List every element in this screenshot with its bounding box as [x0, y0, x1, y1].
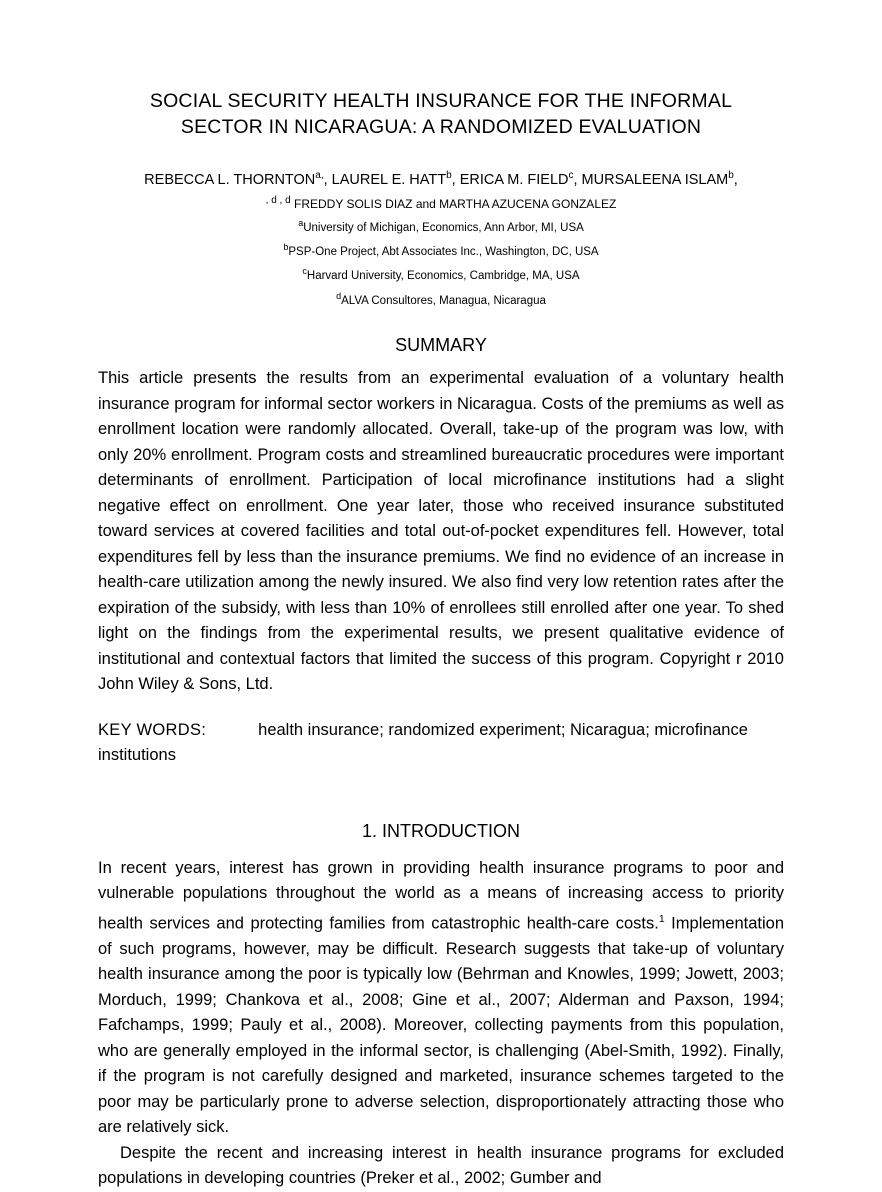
author-list-second-line [98, 193, 784, 212]
author-1-affil-marker: a, [315, 170, 324, 181]
affiliation-d-marker: d [336, 290, 342, 301]
author-4-affil-marker: b [728, 170, 734, 181]
keywords [98, 718, 784, 769]
author-5-6-affil-markers: , d , d [265, 194, 291, 206]
author-list [98, 166, 784, 190]
introduction-paragraph-1 [98, 856, 784, 1141]
author-2-affil-marker: b [446, 170, 452, 181]
author-3-name: , ERICA M. FIELD [451, 171, 569, 188]
affiliation-b-text: PSP-One Project, Abt Associates Inc., Washington, DC, USA [288, 245, 599, 258]
intro-para1-part2: Implementation of such programs, however, may be difficult. Research suggests that take-up of voluntary health insurance among the poor is typically low (Behrman and Knowles, 1999; Jowett, 2003; Morduch, 1999; Chankova et al., 2008; Gine et al., 2007; Alderman and Paxson, 1994; Fafchamps, 1999; Pauly et al., 2008). Moreover, collecting payments from this population, who are generally employed in the informal sector, is challenging (Abel-Smith, 1992). Finally, if the program is not carefully designed and marketed, insurance schemes targeted to the poor may be particularly prone to adverse selection, disproportionately attracting those who are relatively sick. [98, 914, 784, 1137]
page-title: SOCIAL SECURITY HEALTH INSURANCE FOR THE INFORMAL SECTOR IN NICARAGUA: A RANDOMIZED EVALUATION [149, 90, 733, 138]
keywords-label: KEY WORDS: [98, 720, 207, 739]
affiliation-a-text: University of Michigan, Economics, Ann Arbor, MI, USA [303, 221, 584, 234]
intro-para1-part1: In recent years, interest has grown in providing health insurance programs to poor and vulnerable populations throughout the world as a means of increasing access to priority health services and protecting families from catastrophic health-care costs. [98, 858, 784, 933]
author-5-6-names: FREDDY SOLIS DIAZ and MARTHA AZUCENA GONZALEZ [294, 196, 617, 211]
affiliation-a [98, 216, 784, 236]
keywords-text: health insurance; randomized experiment; Nicaragua; microfinance institutions [98, 720, 748, 765]
affiliation-d-text: ALVA Consultores, Managua, Nicaragua [341, 294, 546, 307]
summary-paragraph: This article presents the results from an experimental evaluation of a voluntary health insurance program for informal sector workers in Nicaragua. Costs of the premiums as well as enrollment location were randomly allocated. Overall, take-up of the program was low, with only 20% enrollment. Program costs and streamlined bureaucratic procedures were important determinants of enrollment. Participation of local microfinance institutions had a slight negative effect on enrollment. One year later, those who received insurance substituted toward services at covered facilities and total out-of-pocket expenditures fell. However, total expenditures fell by less than the insurance premiums. We find no evidence of an increase in health-care utilization among the newly insured. We also find very low retention rates after the expiration of the subsidy, with less than 10% of enrollees still enrolled after one year. To shed light on the findings from the experimental results, we present qualitative evidence of institutional and contextual factors that limited the success of this program. Copyright r 2010 John Wiley & Sons, Ltd. [98, 369, 784, 694]
affiliation-d [98, 289, 784, 309]
affiliation-c-text: Harvard University, Economics, Cambridge, MA, USA [306, 270, 580, 283]
introduction-paragraph-2: Despite the recent and increasing interest in health insurance programs for excluded populations in developing countries (Preker et al., 2002; Gumber and [98, 1143, 784, 1188]
affiliation-a-marker: a [298, 217, 304, 228]
affiliation-b [98, 240, 784, 260]
summary-heading: SUMMARY [395, 335, 487, 356]
author-3-affil-marker: c [568, 170, 574, 181]
footnote-marker-1: 1 [658, 912, 665, 925]
author-1-name: REBECCA L. THORNTON [144, 171, 316, 188]
affiliation-c-marker: c [302, 266, 307, 277]
author-4-name: , MURSALEENA ISLAM [573, 171, 729, 188]
author-2-name: , LAUREL E. HATT [323, 171, 447, 188]
author-line-end: , [733, 171, 738, 188]
affiliation-c [98, 264, 784, 284]
introduction-heading: 1. INTRODUCTION [361, 820, 520, 841]
affiliation-b-marker: b [283, 242, 289, 253]
